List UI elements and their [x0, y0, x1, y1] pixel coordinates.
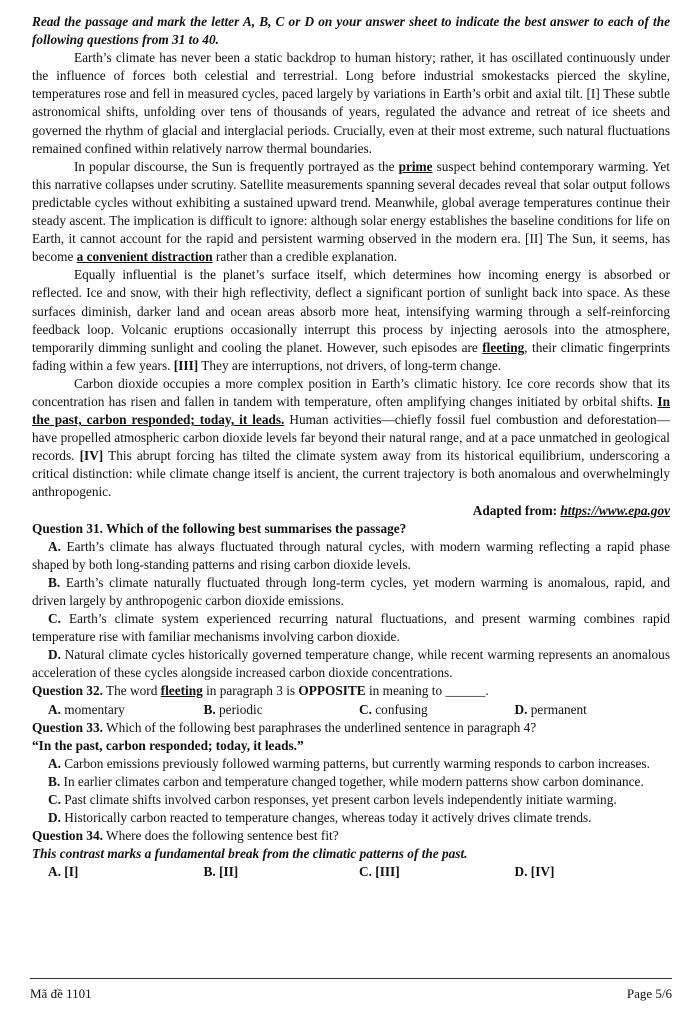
- option-text: permanent: [530, 701, 587, 717]
- q31-option-a[interactable]: [32, 538, 670, 574]
- q34-option-c[interactable]: [359, 863, 515, 881]
- option-text: [III]: [375, 864, 400, 880]
- exam-code: Mã đề 1101: [30, 986, 92, 1001]
- option-text: Earth’s climate naturally fluctuated through long-term cycles, yet modern warming is anomalous, rapid, and driven largely by anthropogenic carbon dioxide emissions.: [32, 574, 670, 608]
- option-letter: C.: [359, 864, 372, 880]
- q32-options: [32, 701, 670, 719]
- option-text: [IV]: [530, 864, 555, 880]
- option-letter: A.: [48, 701, 61, 717]
- option-letter: D.: [48, 647, 61, 663]
- option-letter: C.: [48, 611, 61, 627]
- q34-option-b[interactable]: [204, 863, 360, 881]
- option-letter: D.: [48, 810, 61, 826]
- option-text: confusing: [375, 701, 428, 717]
- exam-page: [32, 13, 670, 882]
- paragraph-3: [32, 266, 670, 375]
- p4-text-c: This abrupt forcing has tilted the climate system away from its historical equilibrium, underscoring a critical distinction: while climate change itself is ancient, the current trajectory is both anomalous and overwhelmingly anthropogenic.: [32, 448, 670, 500]
- p2-text-a: In popular discourse, the Sun is frequently portrayed as the: [74, 158, 399, 174]
- option-text: [II]: [219, 864, 239, 880]
- option-text: Carbon emissions previously followed warming patterns, but currently warming responds to carbon increases.: [64, 755, 650, 771]
- q34-options: [32, 863, 670, 881]
- source-link[interactable]: https://www.epa.gov: [560, 502, 670, 518]
- option-letter: C.: [48, 792, 61, 808]
- option-text: Historically carbon reacted to temperature changes, whereas today it actively drives climate trends.: [64, 810, 592, 826]
- question-32-stem: [32, 682, 670, 700]
- q32-text-b: in paragraph 3 is: [202, 683, 299, 699]
- q31-option-c[interactable]: [32, 610, 670, 646]
- option-text: [I]: [64, 864, 79, 880]
- option-letter: B.: [48, 574, 61, 590]
- option-text: Past climate shifts involved carbon responses, yet present carbon levels independently initiate warming.: [64, 792, 617, 808]
- page-footer: [30, 978, 672, 1003]
- q33-option-b[interactable]: [32, 773, 670, 791]
- reading-instruction: Read the passage and mark the letter A, B, C or D on your answer sheet to indicate the best answer to each of the following questions from 31 to 40.: [32, 14, 670, 48]
- question-number: Question 33.: [32, 719, 103, 735]
- q33-quote: “In the past, carbon responded; today, it leads.”: [32, 737, 304, 753]
- q31-option-b[interactable]: [32, 574, 670, 610]
- q33-option-d[interactable]: [32, 809, 670, 827]
- q32-option-c[interactable]: [359, 701, 515, 719]
- option-text: momentary: [64, 701, 125, 717]
- q34-sentence: This contrast marks a fundamental break from the climatic patterns of the past.: [32, 846, 468, 862]
- paragraph-4: [32, 375, 670, 502]
- q33-option-a[interactable]: [32, 755, 670, 773]
- q32-option-b[interactable]: [204, 701, 360, 719]
- option-letter: B.: [203, 864, 216, 880]
- q34-option-a[interactable]: [48, 863, 204, 881]
- option-text: Earth’s climate system experienced recurring natural fluctuations, and present warming combines rapid temperature rise with familiar mechanisms involving carbon dioxide.: [32, 611, 671, 645]
- q32-opposite: OPPOSITE: [298, 683, 366, 699]
- source-credit: [32, 502, 670, 520]
- marker-iii: [III]: [173, 357, 199, 373]
- option-letter: A.: [48, 864, 61, 880]
- q33-option-c[interactable]: [32, 791, 670, 809]
- p2-text-b: suspect behind contemporary warming. Yet this narrative collapses under scrutiny. Satellite measurements spanning several decades reveal that solar output follows predictable cycles without exhibiting a sustained upward trend. Meanwhile, global average temperatures continue their steady ascent. The implication is difficult to ignore: although solar energy establishes the baseline conditions for life on Earth, it cannot account for the rapid and persistent warming observed in the modern era. [II] The Sun, it seems, has become: [32, 158, 670, 265]
- q32-option-a[interactable]: [48, 701, 204, 719]
- p2-text-c: rather than a credible explanation.: [212, 249, 398, 265]
- option-text: Earth’s climate has always fluctuated through natural cycles, with modern warming reflecting a rapid phase shaped by both long-standing patterns and rising carbon dioxide levels.: [32, 538, 670, 572]
- p3-text-b: , their climatic fingerprints fading within a few years.: [32, 339, 671, 373]
- q34-text: Where does the following sentence best fit?: [102, 828, 339, 844]
- option-letter: A.: [48, 538, 61, 554]
- marker-iv: [IV]: [79, 448, 104, 464]
- q32-option-d[interactable]: [515, 701, 671, 719]
- p3-text-a: Equally influential is the planet’s surface itself, which determines how incoming energy is absorbed or reflected. Ice and snow, with their high reflectivity, deflect a significant portion of sunlight back into space. As these surfaces diminish, darker land and ocean areas absorb more heat, intensifying warming through a self-reinforcing feedback loop. Volcanic eruptions occasionally interrupt this process by injecting aerosols into the atmosphere, temporarily dimming sunlight and cooling the planet. However, such episodes are: [32, 267, 670, 355]
- highlight-distraction: a convenient distraction: [76, 249, 213, 265]
- option-text: In earlier climates carbon and temperature changed together, while modern patterns show carbon dominance.: [63, 773, 644, 789]
- q32-text-a: The word: [102, 683, 161, 699]
- q34-option-d[interactable]: [515, 863, 671, 881]
- option-letter: B.: [48, 773, 61, 789]
- option-letter: D.: [514, 701, 528, 717]
- p4-text-a: Carbon dioxide occupies a more complex position in Earth’s climatic history. Ice core records show that its concentration has risen and fallen in tandem with temperature, often amplifying changes initiated by orbital shifts.: [32, 375, 670, 409]
- paragraph-2: [32, 158, 670, 267]
- option-letter: C.: [359, 701, 372, 717]
- page-number: Page 5/6: [626, 986, 672, 1001]
- p3-text-c: They are interruptions, not drivers, of long-term change.: [198, 357, 502, 373]
- q33-text: Which of the following best paraphrases the underlined sentence in paragraph 4?: [102, 719, 537, 735]
- paragraph-1: Earth’s climate has never been a static backdrop to human history; rather, it has oscillated continuously under the influence of forces both celestial and terrestrial. Long before industrial smokestacks pierced the skyline, temperatures rose and fell in measured cycles, paced largely by variations in Earth’s orbit and axial tilt. [I] These subtle astronomical shifts, unfolding over tens of thousands of years, regulated the advance and retreat of ice sheets and governed the rhythm of glacial and interglacial periods. Crucially, even at their most extreme, such natural fluctuations remained confined within relatively narrow thermal boundaries.: [32, 50, 670, 156]
- q32-target-word: fleeting: [160, 683, 203, 699]
- option-letter: A.: [48, 755, 61, 771]
- question-34-stem: [32, 827, 670, 845]
- q32-text-c: in meaning to ______.: [365, 683, 489, 699]
- option-letter: D.: [514, 864, 528, 880]
- q31-option-d[interactable]: [32, 646, 670, 682]
- option-letter: B.: [203, 701, 216, 717]
- source-label: Adapted from:: [472, 502, 561, 518]
- p4-text-b: Human activities—chiefly fossil fuel combustion and deforestation—have propelled atmospheric carbon dioxide levels far beyond their natural range, and at a pace unmatched in geological records.: [32, 412, 670, 464]
- option-text: Natural climate cycles historically governed temperature change, while recent warming represents an anomalous acceleration of these cycles alongside increased carbon dioxide concentrations.: [32, 647, 670, 681]
- option-text: periodic: [219, 701, 263, 717]
- highlight-prime: prime: [398, 158, 433, 174]
- question-31-stem: Question 31. Which of the following best summarises the passage?: [32, 520, 407, 536]
- highlight-fleeting: fleeting: [482, 339, 525, 355]
- question-number: Question 34.: [32, 828, 103, 844]
- question-number: Question 32.: [32, 683, 103, 699]
- underlined-sentence: In the past, carbon responded; today, it leads.: [32, 393, 670, 428]
- question-33-stem: [32, 719, 670, 737]
